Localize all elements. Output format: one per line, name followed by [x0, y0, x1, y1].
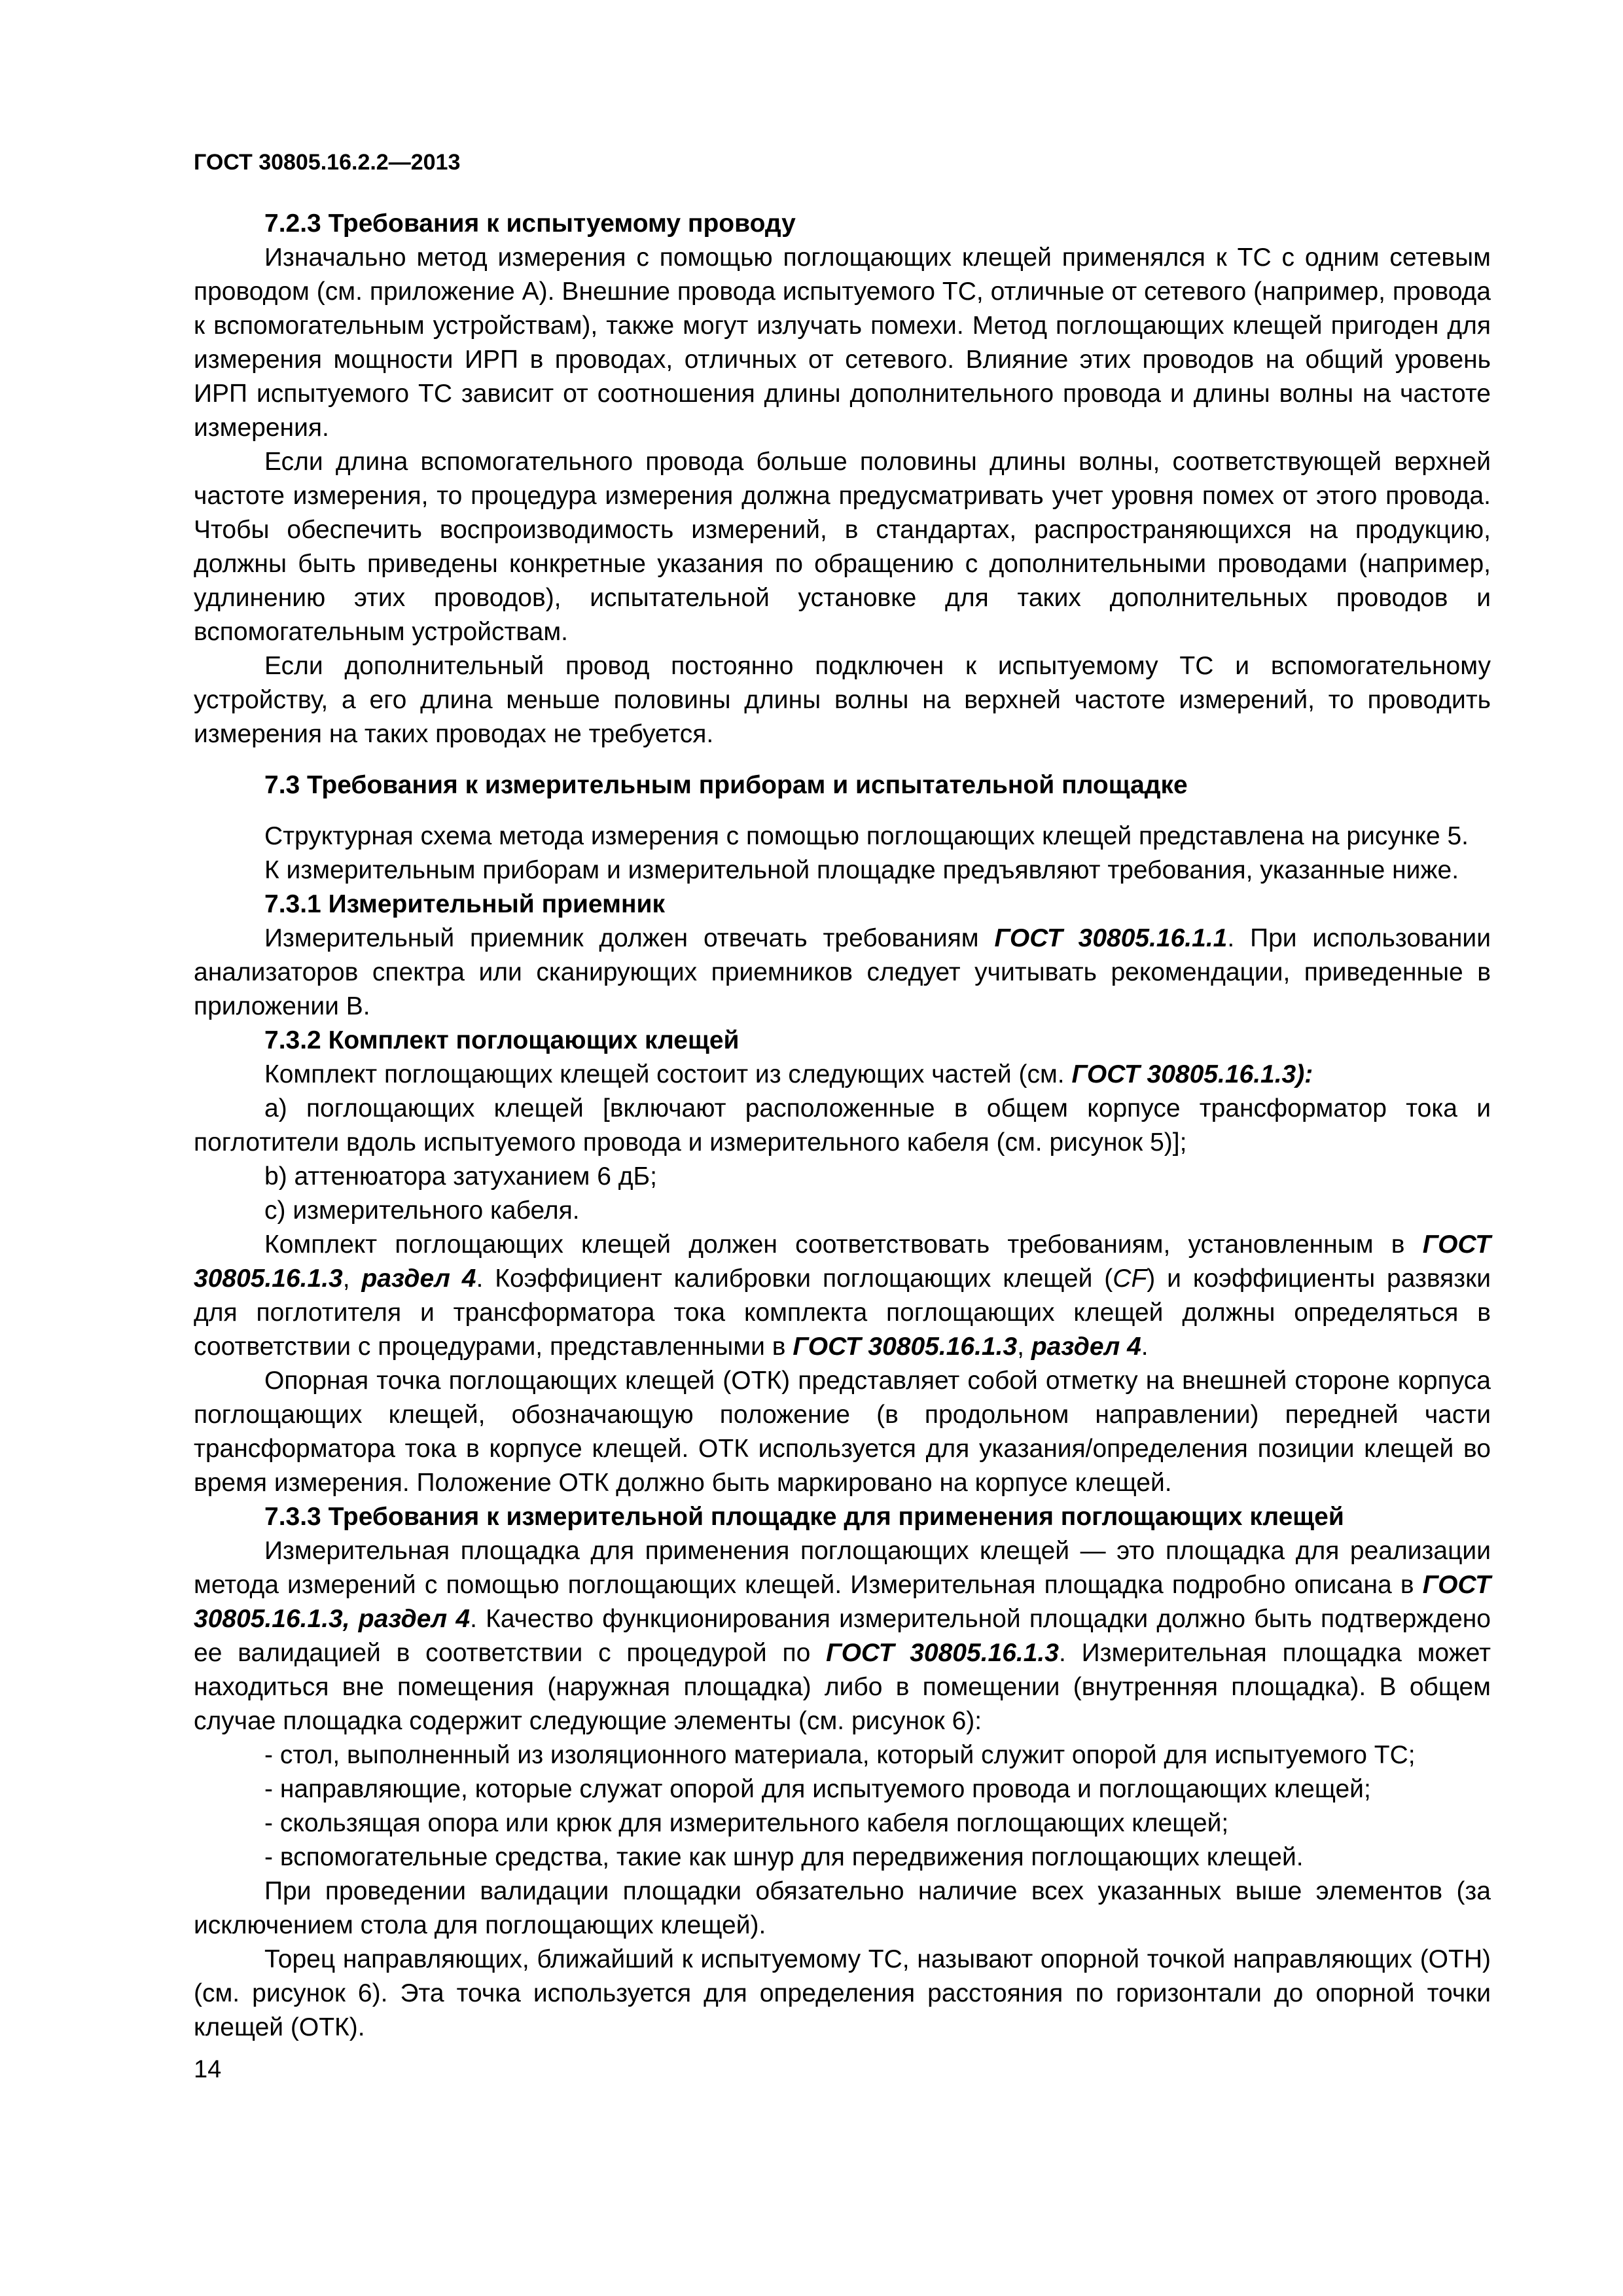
- section-7-3-2-heading: 7.3.2 Комплект поглощающих клещей: [264, 1026, 740, 1054]
- standard-reference: ГОСТ 30805.16.1.3: [793, 1333, 1018, 1361]
- standard-reference: ГОСТ 30805.16.1.3: [826, 1639, 1059, 1667]
- cf-abbreviation: CF: [1113, 1265, 1147, 1293]
- text-run: Измерительная площадка для применения поглощающих клещей — это площадка для реализации метода измерений с помощью поглощающих клещей. Измерительная площадка подробно описана в: [194, 1537, 1491, 1599]
- text-run: . Качество функционирования измерительной площадки должно быть подтверждено ее валидацией в соответствии с процедурой по: [194, 1605, 1491, 1667]
- section-7-3-paragraph-1: Структурная схема метода измерения с помощью поглощающих клещей представлена на рисунке 5.: [264, 822, 1469, 850]
- section-7-3-2-paragraph-3: Опорная точка поглощающих клещей (ОТК) представляет собой отметку на внешней стороне корпуса поглощающих клещей, обозначающую положение (в продольном направлении) передней части трансформатора тока в корпусе клещей. ОТК используется для указания/определения позиции клещей во время измерения. Положение ОТК должно быть маркировано на корпусе клещей.: [194, 1367, 1491, 1497]
- text-run: .: [1141, 1333, 1149, 1361]
- text-run: ,: [1017, 1333, 1031, 1361]
- text-run: Измерительный приемник должен отвечать требованиям: [264, 924, 995, 952]
- list-item: - направляющие, которые служат опорой для испытуемого провода и поглощающих клещей;: [264, 1775, 1371, 1803]
- standard-reference: ГОСТ 30805.16.1.1: [994, 924, 1228, 952]
- text-run: ) и коэффициенты развязки для поглотителя и трансформатора тока комплекта поглощающих клещей должны определяться в соответствии с процедурами, представленными в: [194, 1265, 1491, 1361]
- standard-reference: ГОСТ 30805.16.1.3, раздел 4: [194, 1571, 1491, 1633]
- section-7-3-2-paragraph-2: [194, 1228, 1491, 1364]
- page-number: 14: [194, 2056, 222, 2083]
- section-7-3-2-paragraph-1: [194, 1058, 1491, 1092]
- section-reference: раздел 4: [361, 1265, 476, 1293]
- section-7-3-3-heading: 7.3.3 Требования к измерительной площадке для применения поглощающих клещей: [264, 1503, 1344, 1531]
- elements-list: [194, 1738, 1491, 1874]
- standard-reference: ГОСТ 30805.16.1.3: [1071, 1060, 1296, 1088]
- text-run: Комплект поглощающих клещей должен соответствовать требованиям, установленным в: [264, 1230, 1423, 1259]
- list-item: - стол, выполненный из изоляционного материала, который служит опорой для испытуемого ТС;: [264, 1741, 1416, 1769]
- document-header: ГОСТ 30805.16.2.2—2013: [194, 150, 461, 175]
- text-run: ):: [1296, 1060, 1313, 1088]
- text-run: . Коэффициент калибровки поглощающих клещей (: [476, 1265, 1113, 1293]
- text-run: . Измерительная площадка может находиться вне помещения (наружная площадка) либо в помещении (внутренняя площадка). В общем случае площадка содержит следующие элементы (см. рисунок 6):: [194, 1639, 1491, 1735]
- section-7-2-3-paragraph-1: Изначально метод измерения с помощью поглощающих клещей применялся к ТС с одним сетевым проводом (см. приложение А). Внешние провода испытуемого ТС, отличные от сетевого (например, провода к вспомогательным устройствам), также могут излучать помехи. Метод поглощающих клещей пригоден для измерения мощности ИРП в проводах, отличных от сетевого. Влияние этих проводов на общий уровень ИРП испытуемого ТС зависит от соотношения длины дополнительного провода и длины волны на частоте измерения.: [194, 243, 1491, 442]
- section-7-3-paragraph-2: К измерительным приборам и измерительной площадке предъявляют требования, указанные ниже.: [264, 856, 1459, 884]
- section-7-3-heading: 7.3 Требования к измерительным приборам и испытательной площадке: [264, 771, 1188, 799]
- list-item-a: а) поглощающих клещей [включают расположенные в общем корпусе трансформатор тока и поглотители вдоль испытуемого провода и измерительного кабеля (см. рисунок 5)];: [194, 1094, 1491, 1157]
- section-7-3-3-paragraph-3: Торец направляющих, ближайший к испытуемому ТС, называют опорной точкой направляющих (ОТН) (см. рисунок 6). Эта точка используется для определения расстояния по горизонтали до опорной точки клещей (ОТК).: [194, 1945, 1491, 2041]
- page-content: [194, 207, 1491, 2045]
- text-run: ,: [342, 1265, 362, 1293]
- standard-reference: ГОСТ 30805.16.1.3: [194, 1230, 1491, 1293]
- section-7-2-3-paragraph-3: Если дополнительный провод постоянно подключен к испытуемому ТС и вспомогательному устройству, а его длина меньше половины длины волны на верхней частоте измерений, то проводить измерения на таких проводах не требуется.: [194, 652, 1491, 748]
- list-item: - скользящая опора или крюк для измерительного кабеля поглощающих клещей;: [264, 1809, 1229, 1837]
- section-7-3-1-heading: 7.3.1 Измерительный приемник: [264, 890, 666, 918]
- text-run: . При использовании анализаторов спектра или сканирующих приемников следует учитывать рекомендации, приведенные в приложении В.: [194, 924, 1491, 1020]
- list-item: - вспомогательные средства, такие как шнур для передвижения поглощающих клещей.: [264, 1843, 1304, 1871]
- section-reference: раздел 4: [1031, 1333, 1141, 1361]
- text-run: Комплект поглощающих клещей состоит из следующих частей (см.: [264, 1060, 1072, 1088]
- section-7-3-3-paragraph-1: [194, 1534, 1491, 1738]
- section-7-3-3-paragraph-2: При проведении валидации площадки обязательно наличие всех указанных выше элементов (за исключением стола для поглощающих клещей).: [194, 1877, 1491, 1939]
- section-7-3-1-paragraph-1: [194, 922, 1491, 1024]
- section-7-2-3-paragraph-2: Если длина вспомогательного провода больше половины длины волны, соответствующей верхней частоте измерения, то процедура измерения должна предусматривать учет уровня помех от этого провода. Чтобы обеспечить воспроизводимость измерений, в стандартах, распространяющихся на продукцию, должны быть приведены конкретные указания по обращению с дополнительными проводами (например, удлинению этих проводов), испытательной установке для таких дополнительных проводов и вспомогательным устройствам.: [194, 448, 1491, 646]
- list-item-c: с) измерительного кабеля.: [264, 1196, 580, 1225]
- list-item-b: b) аттенюатора затуханием 6 дБ;: [264, 1162, 657, 1191]
- section-7-2-3-heading: 7.2.3 Требования к испытуемому проводу: [264, 209, 796, 238]
